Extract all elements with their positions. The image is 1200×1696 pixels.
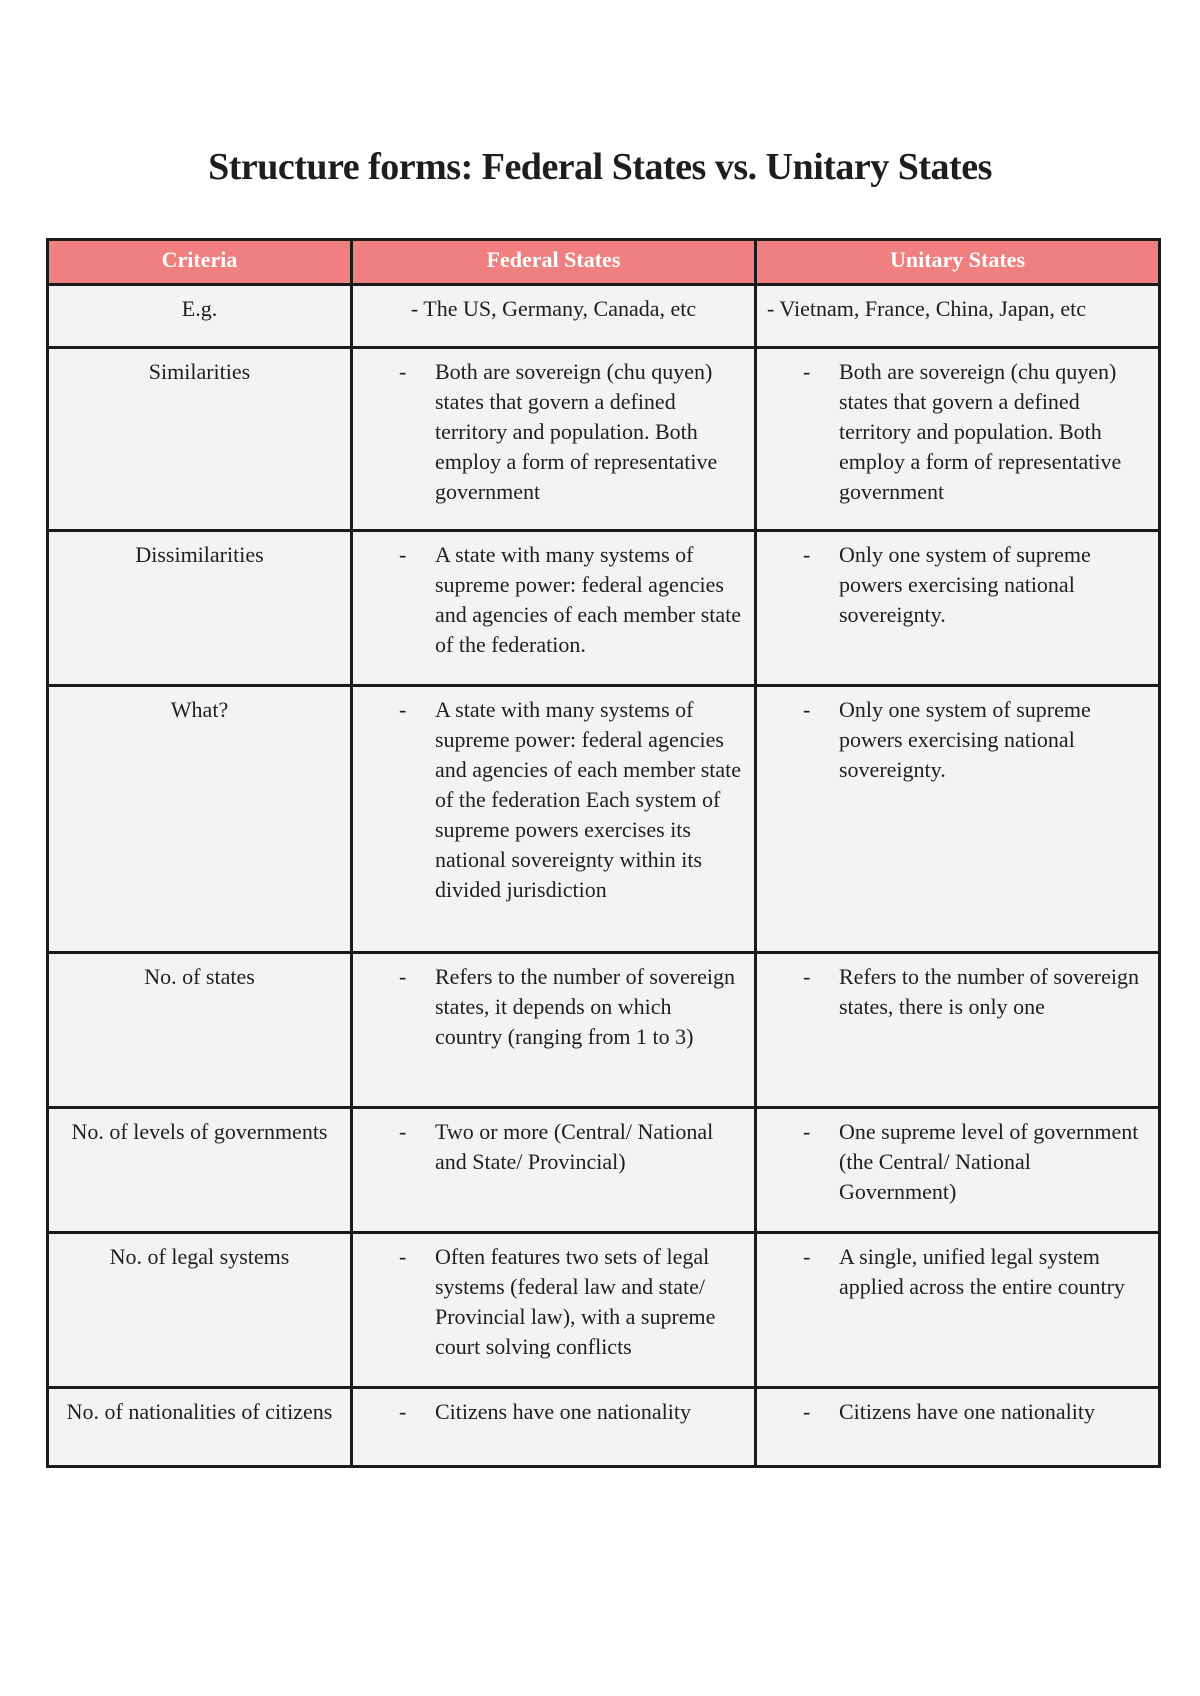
bullet-text: Citizens have one nationality	[839, 1399, 1095, 1424]
cell-text: - Vietnam, France, China, Japan, etc	[767, 296, 1086, 321]
federal-cell	[352, 953, 756, 1108]
bullet-text: Only one system of supreme powers exercising national sovereignty.	[839, 697, 1091, 782]
federal-cell	[352, 1388, 756, 1467]
cell-text: - The US, Germany, Canada, etc	[410, 296, 697, 321]
criteria-cell: No. of nationalities of citizens	[48, 1388, 352, 1467]
federal-cell	[352, 1108, 756, 1233]
header-unitary-states: Unitary States	[756, 240, 1160, 285]
federal-cell	[352, 285, 756, 348]
criteria-cell: No. of states	[48, 953, 352, 1108]
table-row	[48, 1108, 1160, 1233]
bullet-text: Refers to the number of sovereign states, there is only one	[839, 964, 1139, 1019]
bullet-dash: -	[803, 1244, 811, 1269]
bullet-dash: -	[399, 964, 407, 989]
bullet-text: A state with many systems of supreme power: federal agencies and agencies of each member state of the federation.	[435, 542, 742, 657]
table-row	[48, 348, 1160, 531]
bullet-dash: -	[399, 1244, 407, 1269]
table-row	[48, 531, 1160, 686]
federal-cell	[352, 1233, 756, 1388]
bullet-item	[363, 962, 744, 1052]
unitary-cell	[756, 285, 1160, 348]
bullet-item	[767, 962, 1148, 1022]
criteria-cell: Similarities	[48, 348, 352, 531]
unitary-cell	[756, 1233, 1160, 1388]
criteria-cell: No. of legal systems	[48, 1233, 352, 1388]
table-row	[48, 285, 1160, 348]
bullet-item	[363, 357, 744, 507]
unitary-cell	[756, 953, 1160, 1108]
table-row	[48, 953, 1160, 1108]
criteria-cell: E.g.	[48, 285, 352, 348]
bullet-item	[363, 1242, 744, 1362]
bullet-dash: -	[399, 697, 407, 722]
unitary-cell	[756, 686, 1160, 953]
bullet-text: A single, unified legal system applied across the entire country	[839, 1244, 1125, 1299]
bullet-item	[363, 1117, 744, 1177]
federal-cell	[352, 348, 756, 531]
federal-cell	[352, 531, 756, 686]
unitary-cell	[756, 1388, 1160, 1467]
bullet-text: Both are sovereign (chu quyen) states that govern a defined territory and population. Both employ a form of representative government	[839, 359, 1122, 504]
bullet-dash: -	[803, 1119, 811, 1144]
bullet-item	[767, 695, 1148, 785]
criteria-cell: No. of levels of governments	[48, 1108, 352, 1233]
bullet-text: A state with many systems of supreme power: federal agencies and agencies of each member state of the federation Each system of supreme powers exercises its national sovereignty within its divided jurisdiction	[435, 697, 742, 902]
table-header-row	[48, 240, 1160, 285]
bullet-dash: -	[803, 1399, 811, 1424]
bullet-text: One supreme level of government (the Central/ National Government)	[839, 1119, 1139, 1204]
bullet-text: Both are sovereign (chu quyen) states that govern a defined territory and population. Both employ a form of representative government	[435, 359, 718, 504]
comparison-table	[46, 238, 1161, 1468]
page-title: Structure forms: Federal States vs. Unitary States	[208, 146, 992, 188]
criteria-cell: Dissimilarities	[48, 531, 352, 686]
header-federal-states: Federal States	[352, 240, 756, 285]
bullet-item	[767, 540, 1148, 630]
bullet-dash: -	[803, 359, 811, 384]
bullet-item	[767, 357, 1148, 507]
bullet-item	[767, 1117, 1148, 1207]
bullet-text: Two or more (Central/ National and State/ Provincial)	[435, 1119, 714, 1174]
bullet-text: Citizens have one nationality	[435, 1399, 691, 1424]
bullet-item	[363, 540, 744, 660]
bullet-text: Often features two sets of legal systems (federal law and state/ Provincial law), with a supreme court solving conflicts	[435, 1244, 716, 1359]
bullet-text: Only one system of supreme powers exercising national sovereignty.	[839, 542, 1091, 627]
unitary-cell	[756, 1108, 1160, 1233]
bullet-item	[767, 1397, 1148, 1427]
bullet-dash: -	[399, 359, 407, 384]
bullet-item	[363, 695, 744, 905]
unitary-cell	[756, 531, 1160, 686]
bullet-dash: -	[399, 1119, 407, 1144]
bullet-item	[363, 1397, 744, 1427]
table-row	[48, 686, 1160, 953]
bullet-dash: -	[803, 542, 811, 567]
bullet-dash: -	[399, 1399, 407, 1424]
federal-cell	[352, 686, 756, 953]
bullet-item	[767, 1242, 1148, 1302]
bullet-text: Refers to the number of sovereign states, it depends on which country (ranging from 1 to 3)	[435, 964, 735, 1049]
unitary-cell	[756, 348, 1160, 531]
table-row	[48, 1233, 1160, 1388]
bullet-dash: -	[803, 964, 811, 989]
table-row	[48, 1388, 1160, 1467]
bullet-dash: -	[803, 697, 811, 722]
criteria-cell: What?	[48, 686, 352, 953]
bullet-dash: -	[399, 542, 407, 567]
header-criteria: Criteria	[48, 240, 352, 285]
